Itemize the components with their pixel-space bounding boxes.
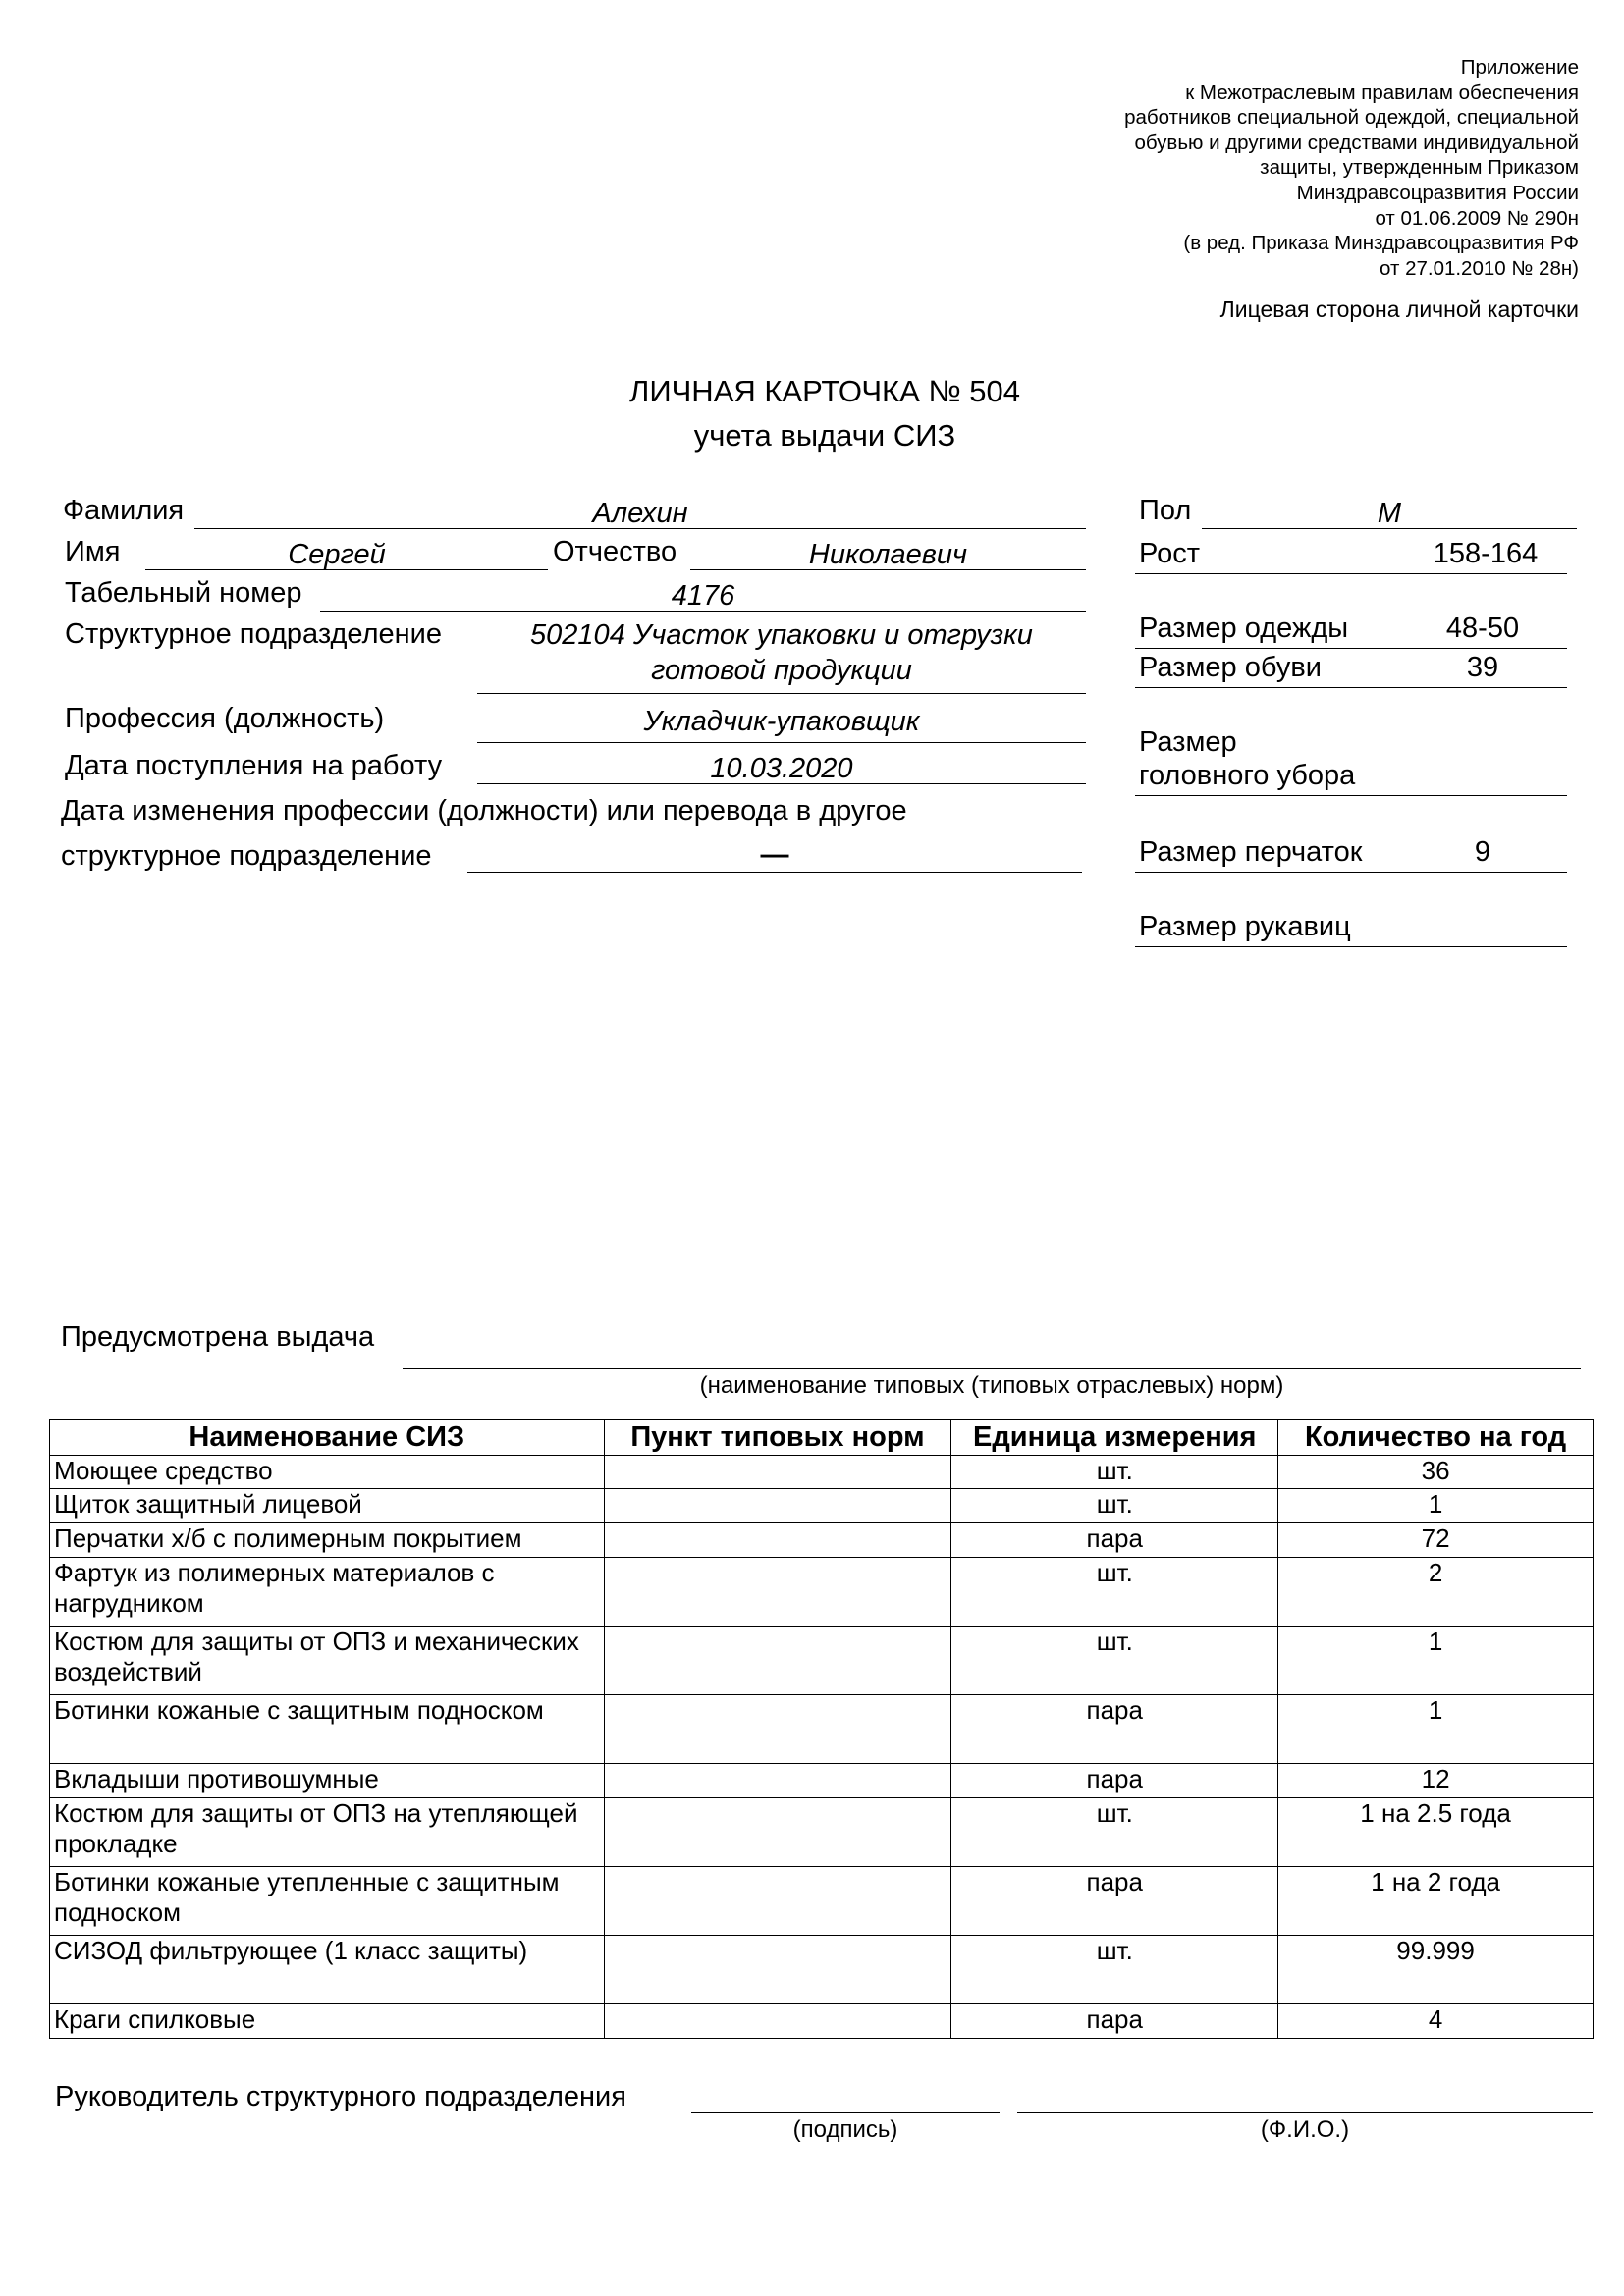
table-row [50, 1867, 1594, 1936]
fio-caption: (Ф.И.О.) [1260, 2116, 1350, 2143]
ppe-unit: шт. [951, 1456, 1278, 1489]
appendix-line: от 01.06.2009 № 290н [1375, 206, 1579, 230]
mittens-size-label: Размер рукавиц [1139, 911, 1351, 942]
patronymic-value: Николаевич [808, 539, 968, 570]
gloves-size-label: Размер перчаток [1139, 836, 1363, 868]
ppe-point [604, 1489, 951, 1523]
header-qty-year: Количество на год [1278, 1420, 1594, 1456]
height-line [1135, 573, 1567, 574]
ppe-name: Ботинки кожаные утепленные с защитным подноском [50, 1867, 605, 1936]
headwear-size-label-1: Размер [1139, 726, 1237, 758]
height-value: 158-164 [1433, 538, 1539, 569]
ppe-qty: 99.999 [1278, 1936, 1594, 2004]
ppe-point [604, 1695, 951, 1764]
hire-date-label: Дата поступления на работу [65, 750, 443, 781]
ppe-qty: 72 [1278, 1523, 1594, 1558]
ppe-qty: 36 [1278, 1456, 1594, 1489]
table-row [50, 1627, 1594, 1695]
gloves-size-value: 9 [1474, 836, 1491, 868]
ppe-unit: шт. [951, 1798, 1278, 1867]
ppe-qty: 1 [1278, 1489, 1594, 1523]
ppe-name: Моющее средство [50, 1456, 605, 1489]
clothes-size-line [1135, 648, 1567, 649]
table-header-row [50, 1420, 1594, 1456]
fio-line [1017, 2112, 1593, 2113]
appendix-line: защиты, утвержденным Приказом [1260, 156, 1579, 180]
department-label: Структурное подразделение [65, 618, 442, 650]
change-date-line [467, 872, 1082, 873]
header-ppe-name: Наименование СИЗ [50, 1420, 605, 1456]
sex-label: Пол [1139, 495, 1192, 526]
department-value-line1: 502104 Участок упаковки и отгрузки [530, 619, 1033, 651]
table-row [50, 1764, 1594, 1798]
ppe-name: Фартук из полимерных материалов с нагрудником [50, 1558, 605, 1627]
table-row [50, 1456, 1594, 1489]
ppe-unit: пара [951, 2004, 1278, 2039]
profession-line [477, 742, 1086, 743]
ppe-name: Ботинки кожаные с защитным подноском [50, 1695, 605, 1764]
ppe-qty: 1 на 2.5 года [1278, 1798, 1594, 1867]
hire-date-line [477, 783, 1086, 784]
headwear-size-line [1135, 795, 1567, 796]
ppe-name: Костюм для защиты от ОПЗ и механических воздействий [50, 1627, 605, 1695]
ppe-qty: 1 на 2 года [1278, 1867, 1594, 1936]
issue-label: Предусмотрена выдача [61, 1321, 375, 1353]
tab-number-value: 4176 [671, 580, 735, 612]
sex-value: М [1377, 498, 1402, 529]
ppe-table [49, 1419, 1594, 2039]
profession-label: Профессия (должность) [65, 703, 385, 734]
change-date-label-1: Дата изменения профессии (должности) или перевода в другое [61, 795, 907, 827]
ppe-point [604, 1798, 951, 1867]
table-row [50, 1936, 1594, 2004]
tab-number-label: Табельный номер [65, 577, 302, 609]
face-side-note: Лицевая сторона личной карточки [1219, 296, 1579, 322]
ppe-name: Перчатки х/б с полимерным покрытием [50, 1523, 605, 1558]
clothes-size-value: 48-50 [1445, 613, 1520, 644]
hire-date-value: 10.03.2020 [710, 753, 853, 784]
ppe-qty: 2 [1278, 1558, 1594, 1627]
head-of-department-label: Руководитель структурного подразделения [55, 2081, 626, 2112]
shoe-size-label: Размер обуви [1139, 652, 1322, 683]
ppe-unit: пара [951, 1523, 1278, 1558]
ppe-qty: 4 [1278, 2004, 1594, 2039]
ppe-unit: шт. [951, 1627, 1278, 1695]
ppe-point [604, 1867, 951, 1936]
table-row [50, 1489, 1594, 1523]
ppe-point [604, 1936, 951, 2004]
department-value-line2: готовой продукции [651, 655, 912, 686]
gloves-size-line [1135, 872, 1567, 873]
signature-caption: (подпись) [792, 2116, 898, 2143]
table-row [50, 2004, 1594, 2039]
appendix-line: к Межотраслевым правилам обеспечения [1185, 80, 1579, 104]
appendix-line: Приложение [1460, 56, 1579, 79]
table-row [50, 1695, 1594, 1764]
appendix-line: Минздравсоцразвития России [1296, 181, 1579, 204]
ppe-name: Щиток защитный лицевой [50, 1489, 605, 1523]
card-subtitle: учета выдачи СИЗ [693, 418, 956, 453]
shoe-size-line [1135, 687, 1567, 688]
appendix-line: (в ред. Приказа Минздравсоцразвития РФ [1183, 232, 1579, 255]
ppe-name: СИЗОД фильтрующее (1 класс защиты) [50, 1936, 605, 2004]
ppe-unit: шт. [951, 1489, 1278, 1523]
signature-line [691, 2112, 1000, 2113]
table-row [50, 1558, 1594, 1627]
mittens-size-line [1135, 946, 1567, 947]
height-label: Рост [1139, 538, 1200, 569]
ppe-name: Краги спилковые [50, 2004, 605, 2039]
appendix-line: обувью и другими средствами индивидуальной [1134, 131, 1579, 154]
ppe-name: Вкладыши противошумные [50, 1764, 605, 1798]
clothes-size-label: Размер одежды [1139, 613, 1349, 644]
ppe-unit: пара [951, 1764, 1278, 1798]
ppe-point [604, 1523, 951, 1558]
surname-label: Фамилия [63, 495, 185, 526]
ppe-unit: пара [951, 1695, 1278, 1764]
department-line [477, 693, 1086, 694]
header-unit: Единица измерения [951, 1420, 1278, 1456]
ppe-unit: пара [951, 1867, 1278, 1936]
ppe-point [604, 1627, 951, 1695]
name-value: Сергей [288, 539, 386, 570]
ppe-qty: 1 [1278, 1695, 1594, 1764]
ppe-point [604, 1558, 951, 1627]
ppe-qty: 1 [1278, 1627, 1594, 1695]
table-row [50, 1523, 1594, 1558]
ppe-point [604, 2004, 951, 2039]
change-date-value: — [760, 839, 789, 871]
issue-sublabel: (наименование типовых (типовых отраслевых) норм) [699, 1372, 1284, 1399]
appendix-note [972, 55, 1579, 281]
issue-line [403, 1368, 1581, 1369]
ppe-unit: шт. [951, 1936, 1278, 2004]
surname-value: Алехин [592, 498, 688, 529]
headwear-size-label-2: головного убора [1139, 760, 1356, 791]
patronymic-label: Отчество [553, 536, 677, 567]
ppe-point [604, 1456, 951, 1489]
ppe-qty: 12 [1278, 1764, 1594, 1798]
ppe-point [604, 1764, 951, 1798]
ppe-name: Костюм для защиты от ОПЗ на утепляющей прокладке [50, 1798, 605, 1867]
shoe-size-value: 39 [1466, 652, 1499, 683]
appendix-line: от 27.01.2010 № 28н) [1380, 256, 1579, 280]
name-label: Имя [65, 536, 121, 567]
appendix-line: работников специальной одеждой, специальной [1124, 106, 1579, 130]
card-title: ЛИЧНАЯ КАРТОЧКА № 504 [629, 374, 1020, 408]
ppe-unit: шт. [951, 1558, 1278, 1627]
table-row [50, 1798, 1594, 1867]
change-date-label-2: структурное подразделение [61, 840, 432, 872]
profession-value: Укладчик-упаковщик [643, 706, 920, 737]
header-norm-point: Пункт типовых норм [604, 1420, 951, 1456]
